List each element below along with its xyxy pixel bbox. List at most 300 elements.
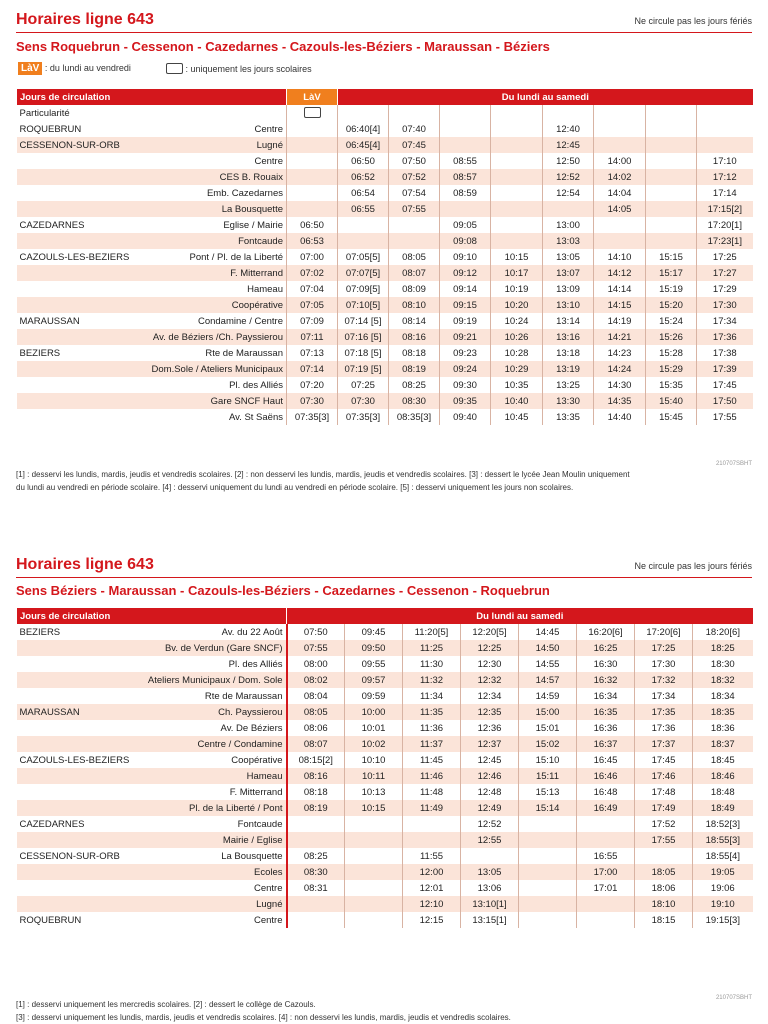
time-cell: 06:50	[338, 153, 389, 169]
header-weekdays: Du lundi au samedi	[338, 89, 753, 105]
time-cell: 12:54	[543, 185, 594, 201]
time-cell: 11:20[5]	[403, 624, 461, 640]
footnote-line: [1] : desservi les lundis, mardis, jeudis et vendredis scolaires. [2] : non desservi les lundis, mardis, jeudis et vendredis scolaires. [3] : dessert le lycée Jean Moulin uniquement	[16, 470, 630, 479]
footnote-line: du lundi au vendredi en période scolaire. [4] : desservi uniquement du lundi au vendredi en période scolaire. [5] : desservi uniquement les jours non scolaires.	[16, 483, 574, 492]
time-cell: 07:55	[389, 201, 440, 217]
time-cell: 11:45	[403, 752, 461, 768]
time-cell: 07:19 [5]	[338, 361, 389, 377]
table-row	[17, 201, 753, 217]
table-row	[17, 816, 753, 832]
time-cell: 17:14	[697, 185, 753, 201]
time-cell: 16:46	[577, 768, 635, 784]
time-cell: 17:10	[697, 153, 753, 169]
time-cell: 13:10[1]	[461, 896, 519, 912]
legend-lav	[18, 62, 131, 75]
time-cell: 18:06	[635, 880, 693, 896]
time-cell	[287, 201, 338, 217]
stop-cell: Ateliers Municipaux / Dom. Sole	[133, 672, 287, 688]
time-cell: 10:24	[491, 313, 543, 329]
time-cell	[287, 137, 338, 153]
commune-cell	[17, 896, 133, 912]
document-code: 210707SBHT	[715, 995, 752, 1001]
time-cell	[403, 832, 461, 848]
stop-cell: La Bousquette	[133, 201, 287, 217]
time-cell: 17:30	[697, 297, 753, 313]
time-cell: 09:08	[440, 233, 491, 249]
time-cell: 18:36	[693, 720, 753, 736]
time-cell	[646, 137, 697, 153]
time-cell	[519, 832, 577, 848]
time-cell: 15:35	[646, 377, 697, 393]
commune-cell: CESSENON-SUR-ORB	[19, 850, 120, 862]
time-cell	[287, 153, 338, 169]
time-cell	[345, 848, 403, 864]
time-cell: 18:55[4]	[693, 848, 753, 864]
commune-cell	[17, 688, 133, 704]
time-cell: 17:34	[697, 313, 753, 329]
time-cell: 12:34	[461, 688, 519, 704]
table-row	[17, 121, 753, 137]
time-cell: 17:00	[577, 864, 635, 880]
commune-cell	[17, 640, 133, 656]
table-row	[17, 153, 753, 169]
table-row	[17, 784, 753, 800]
time-cell: 10:02	[345, 736, 403, 752]
commune-cell	[17, 393, 133, 409]
time-cell: 07:09	[287, 313, 338, 329]
time-cell	[345, 864, 403, 880]
time-cell	[287, 169, 338, 185]
time-cell: 15:24	[646, 313, 697, 329]
time-cell: 08:16	[389, 329, 440, 345]
time-cell: 06:40[4]	[338, 121, 389, 137]
time-cell: 10:35	[491, 377, 543, 393]
time-cell: 08:07	[389, 265, 440, 281]
stop-cell: Dom.Sole / Ateliers Municipaux	[133, 361, 287, 377]
commune-cell: BEZIERS	[19, 626, 61, 638]
time-cell: 14:12	[594, 265, 646, 281]
time-cell: 15:17	[646, 265, 697, 281]
time-cell: 09:21	[440, 329, 491, 345]
stop-cell: Av. de Béziers /Ch. Payssierou	[133, 329, 287, 345]
time-cell: 15:10	[519, 752, 577, 768]
time-cell: 14:55	[519, 656, 577, 672]
time-cell: 15:00	[519, 704, 577, 720]
time-cell: 18:45	[693, 752, 753, 768]
section-title-bar	[16, 10, 752, 33]
time-cell: 19:10	[693, 896, 753, 912]
time-cell: 15:19	[646, 281, 697, 297]
time-cell: 17:12	[697, 169, 753, 185]
time-cell: 16:49	[577, 800, 635, 816]
time-cell: 15:02	[519, 736, 577, 752]
time-cell	[646, 169, 697, 185]
time-cell	[697, 121, 753, 137]
time-cell: 10:45	[491, 409, 543, 425]
commune-cell	[17, 233, 133, 249]
time-cell: 11:25	[403, 640, 461, 656]
time-cell: 13:05	[543, 249, 594, 265]
time-cell: 09:35	[440, 393, 491, 409]
time-cell: 13:16	[543, 329, 594, 345]
time-cell: 10:40	[491, 393, 543, 409]
stop-cell: Centre	[253, 914, 283, 926]
time-cell	[594, 233, 646, 249]
header-days-label: Jours de circulation	[17, 89, 287, 105]
table-row	[17, 880, 753, 896]
commune-cell	[17, 281, 133, 297]
time-cell: 07:14	[287, 361, 338, 377]
time-cell: 17:36	[635, 720, 693, 736]
time-cell: 13:03	[543, 233, 594, 249]
time-cell: 17:01	[577, 880, 635, 896]
time-cell: 14:59	[519, 688, 577, 704]
time-cell	[594, 121, 646, 137]
time-cell	[491, 137, 543, 153]
time-cell: 16:45	[577, 752, 635, 768]
table-row	[17, 704, 753, 720]
time-cell	[491, 201, 543, 217]
time-cell	[461, 848, 519, 864]
time-cell: 12:52	[543, 169, 594, 185]
table-row	[17, 281, 753, 297]
time-cell	[646, 153, 697, 169]
time-cell: 07:09[5]	[338, 281, 389, 297]
time-cell: 14:00	[594, 153, 646, 169]
time-cell: 07:05	[287, 297, 338, 313]
time-cell: 07:54	[389, 185, 440, 201]
commune-cell	[17, 329, 133, 345]
time-cell: 07:50	[389, 153, 440, 169]
time-cell: 18:49	[693, 800, 753, 816]
time-cell: 12:49	[461, 800, 519, 816]
commune-cell: CAZEDARNES	[19, 818, 85, 830]
stop-cell: Av. St Saëns	[228, 411, 283, 423]
time-cell: 14:04	[594, 185, 646, 201]
table-row	[17, 736, 753, 752]
time-cell: 12:45	[543, 137, 594, 153]
stop-cell: La Bousquette	[221, 850, 283, 862]
time-cell: 13:19	[543, 361, 594, 377]
time-cell: 17:29	[697, 281, 753, 297]
time-cell	[345, 896, 403, 912]
time-cell: 08:19	[389, 361, 440, 377]
time-cell: 08:14	[389, 313, 440, 329]
time-cell	[491, 121, 543, 137]
time-cell: 16:48	[577, 784, 635, 800]
time-cell: 18:15	[635, 912, 693, 928]
time-cell: 19:06	[693, 880, 753, 896]
time-cell	[491, 233, 543, 249]
time-cell: 13:25	[543, 377, 594, 393]
time-cell	[345, 880, 403, 896]
time-cell: 12:40	[543, 121, 594, 137]
time-cell: 07:07[5]	[338, 265, 389, 281]
time-cell: 14:15	[594, 297, 646, 313]
footnote-line: [1] : desservi uniquement les mercredis scolaires. [2] : dessert le collège de Cazouls.	[16, 1000, 316, 1009]
time-cell: 15:40	[646, 393, 697, 409]
time-cell: 16:20[6]	[577, 624, 635, 640]
school-bag-icon	[166, 63, 183, 74]
time-cell: 18:34	[693, 688, 753, 704]
time-cell: 09:10	[440, 249, 491, 265]
time-cell	[519, 912, 577, 928]
table-row	[17, 313, 753, 329]
time-cell: 10:00	[345, 704, 403, 720]
commune-cell	[17, 880, 133, 896]
time-cell: 12:46	[461, 768, 519, 784]
time-cell	[287, 185, 338, 201]
time-cell: 14:40	[594, 409, 646, 425]
page-title: Horaires ligne 643	[16, 11, 154, 28]
commune-cell: MARAUSSAN	[19, 315, 80, 327]
time-cell: 15:28	[646, 345, 697, 361]
time-cell: 08:57	[440, 169, 491, 185]
time-cell: 11:36	[403, 720, 461, 736]
time-cell: 08:35[3]	[389, 409, 440, 425]
time-cell: 16:36	[577, 720, 635, 736]
stop-cell: Coopérative	[133, 297, 287, 313]
time-cell: 07:02	[287, 265, 338, 281]
time-cell: 11:30	[403, 656, 461, 672]
commune-cell	[17, 768, 133, 784]
time-cell	[491, 185, 543, 201]
time-cell: 18:20[6]	[693, 624, 753, 640]
time-cell: 08:55	[440, 153, 491, 169]
commune-cell	[17, 800, 133, 816]
time-cell	[519, 816, 577, 832]
time-cell: 06:52	[338, 169, 389, 185]
time-cell	[594, 137, 646, 153]
stop-cell: Centre	[254, 155, 283, 167]
time-cell: 07:52	[389, 169, 440, 185]
time-cell: 07:16 [5]	[338, 329, 389, 345]
time-cell: 06:53	[287, 233, 338, 249]
table-row	[17, 912, 753, 928]
time-cell: 10:10	[345, 752, 403, 768]
time-cell: 06:55	[338, 201, 389, 217]
time-cell: 14:14	[594, 281, 646, 297]
time-cell: 16:32	[577, 672, 635, 688]
table-row	[17, 345, 753, 361]
time-cell: 07:14 [5]	[338, 313, 389, 329]
stop-cell: Av. du 22 Août	[221, 626, 283, 638]
stop-cell: Pl. de la Liberté / Pont	[133, 800, 287, 816]
time-cell	[646, 233, 697, 249]
time-cell: 12:30	[461, 656, 519, 672]
time-cell	[543, 201, 594, 217]
time-cell: 08:00	[287, 656, 345, 672]
time-cell	[646, 185, 697, 201]
table-row	[17, 768, 753, 784]
time-cell: 17:27	[697, 265, 753, 281]
stop-cell: Centre	[253, 882, 283, 894]
time-cell: 14:21	[594, 329, 646, 345]
time-cell	[440, 137, 491, 153]
table-row	[17, 361, 753, 377]
time-cell: 19:15[3]	[693, 912, 753, 928]
time-cell: 13:05	[461, 864, 519, 880]
time-cell: 07:55	[287, 640, 345, 656]
time-cell: 12:00	[403, 864, 461, 880]
time-cell	[577, 912, 635, 928]
time-cell: 14:02	[594, 169, 646, 185]
time-cell: 08:18	[389, 345, 440, 361]
stop-cell: Centre / Condamine	[133, 736, 287, 752]
table-row	[17, 640, 753, 656]
particularite-row	[17, 105, 753, 121]
table-row	[17, 656, 753, 672]
table-row	[17, 896, 753, 912]
time-cell: 14:10	[594, 249, 646, 265]
time-cell: 11:34	[403, 688, 461, 704]
time-cell: 06:45[4]	[338, 137, 389, 153]
time-cell: 18:32	[693, 672, 753, 688]
stop-cell: Pl. des Alliés	[229, 379, 283, 391]
time-cell	[577, 816, 635, 832]
timetable-section-2	[16, 555, 752, 1024]
time-cell: 17:55	[635, 832, 693, 848]
time-cell	[287, 832, 345, 848]
commune-cell: BEZIERS	[19, 347, 61, 359]
time-cell: 12:25	[461, 640, 519, 656]
time-cell: 13:00	[543, 217, 594, 233]
time-cell: 07:11	[287, 329, 338, 345]
time-cell: 16:35	[577, 704, 635, 720]
time-cell: 08:16	[287, 768, 345, 784]
stop-cell: Gare SNCF Haut	[133, 393, 287, 409]
time-cell: 15:15	[646, 249, 697, 265]
commune-cell	[17, 864, 133, 880]
time-cell: 18:52[3]	[693, 816, 753, 832]
time-cell: 09:50	[345, 640, 403, 656]
time-cell: 12:20[5]	[461, 624, 519, 640]
time-cell: 07:30	[338, 393, 389, 409]
stop-cell: Lugné	[133, 896, 287, 912]
time-cell	[440, 201, 491, 217]
time-cell	[287, 816, 345, 832]
time-cell	[389, 217, 440, 233]
time-cell: 12:01	[403, 880, 461, 896]
time-cell: 14:24	[594, 361, 646, 377]
section-title-bar	[16, 555, 752, 578]
time-cell: 11:49	[403, 800, 461, 816]
time-cell: 18:37	[693, 736, 753, 752]
time-cell: 15:29	[646, 361, 697, 377]
time-cell	[646, 201, 697, 217]
stop-cell: Pl. des Alliés	[228, 658, 283, 670]
table-row	[17, 329, 753, 345]
legend-lav-text: : du lundi au vendredi	[44, 63, 131, 73]
time-cell: 14:19	[594, 313, 646, 329]
time-cell	[577, 896, 635, 912]
stop-cell: Ch. Payssierou	[133, 704, 287, 720]
time-cell: 14:30	[594, 377, 646, 393]
stop-cell: Hameau	[133, 768, 287, 784]
time-cell: 17:23[1]	[697, 233, 753, 249]
time-cell: 16:30	[577, 656, 635, 672]
table-row	[17, 864, 753, 880]
time-cell: 12:50	[543, 153, 594, 169]
table-row	[17, 752, 753, 768]
time-cell: 18:48	[693, 784, 753, 800]
time-cell: 08:25	[389, 377, 440, 393]
time-cell: 13:09	[543, 281, 594, 297]
time-cell	[491, 217, 543, 233]
time-cell: 10:19	[491, 281, 543, 297]
stop-cell: Coopérative	[231, 754, 283, 766]
time-cell: 15:20	[646, 297, 697, 313]
direction-title: Sens Roquebrun - Cessenon - Cazedarnes - Cazouls-les-Béziers - Maraussan - Béziers	[16, 39, 550, 54]
header-weekdays: Du lundi au samedi	[287, 608, 753, 624]
time-cell: 12:55	[461, 832, 519, 848]
time-cell: 15:14	[519, 800, 577, 816]
time-cell: 17:45	[635, 752, 693, 768]
time-cell: 13:06	[461, 880, 519, 896]
school-bag-icon	[304, 107, 321, 118]
stop-cell: Condamine / Centre	[197, 315, 283, 327]
time-cell	[594, 217, 646, 233]
commune-cell: CESSENON-SUR-ORB	[17, 137, 133, 153]
time-cell	[491, 153, 543, 169]
time-cell: 09:05	[440, 217, 491, 233]
commune-cell	[17, 185, 133, 201]
time-cell: 08:30	[389, 393, 440, 409]
time-cell: 17:45	[697, 377, 753, 393]
time-cell: 08:10	[389, 297, 440, 313]
header-days-label: Jours de circulation	[17, 608, 287, 624]
table-row	[17, 217, 753, 233]
time-cell: 09:23	[440, 345, 491, 361]
time-cell: 08:05	[287, 704, 345, 720]
time-cell: 10:11	[345, 768, 403, 784]
time-cell	[338, 233, 389, 249]
time-cell: 08:04	[287, 688, 345, 704]
time-cell: 07:30	[287, 393, 338, 409]
stop-cell: Fontcaude	[133, 233, 287, 249]
document-code: 210707SBHT	[715, 461, 752, 467]
time-cell: 08:05	[389, 249, 440, 265]
stop-cell: Rte de Maraussan	[205, 347, 283, 359]
time-cell: 08:59	[440, 185, 491, 201]
time-cell: 13:10	[543, 297, 594, 313]
time-cell: 14:23	[594, 345, 646, 361]
time-cell	[287, 121, 338, 137]
table-row	[17, 624, 753, 640]
time-cell: 08:30	[287, 864, 345, 880]
time-cell: 08:09	[389, 281, 440, 297]
time-cell: 13:15[1]	[461, 912, 519, 928]
table-header	[17, 608, 753, 624]
commune-cell	[17, 656, 133, 672]
time-cell: 11:48	[403, 784, 461, 800]
time-cell: 09:15	[440, 297, 491, 313]
time-cell: 12:36	[461, 720, 519, 736]
footnotes	[16, 468, 630, 494]
time-cell: 09:14	[440, 281, 491, 297]
direction-title: Sens Béziers - Maraussan - Cazouls-les-Béziers - Cazedarnes - Cessenon - Roquebrun	[16, 583, 550, 598]
table-row	[17, 800, 753, 816]
timetable-outbound	[16, 89, 753, 425]
time-cell: 19:05	[693, 864, 753, 880]
time-cell: 17:25	[635, 640, 693, 656]
time-cell: 07:00	[287, 249, 338, 265]
commune-cell	[17, 297, 133, 313]
holiday-note: Ne circule pas les jours fériés	[634, 561, 752, 571]
time-cell: 13:14	[543, 313, 594, 329]
time-cell: 13:07	[543, 265, 594, 281]
time-cell	[577, 832, 635, 848]
